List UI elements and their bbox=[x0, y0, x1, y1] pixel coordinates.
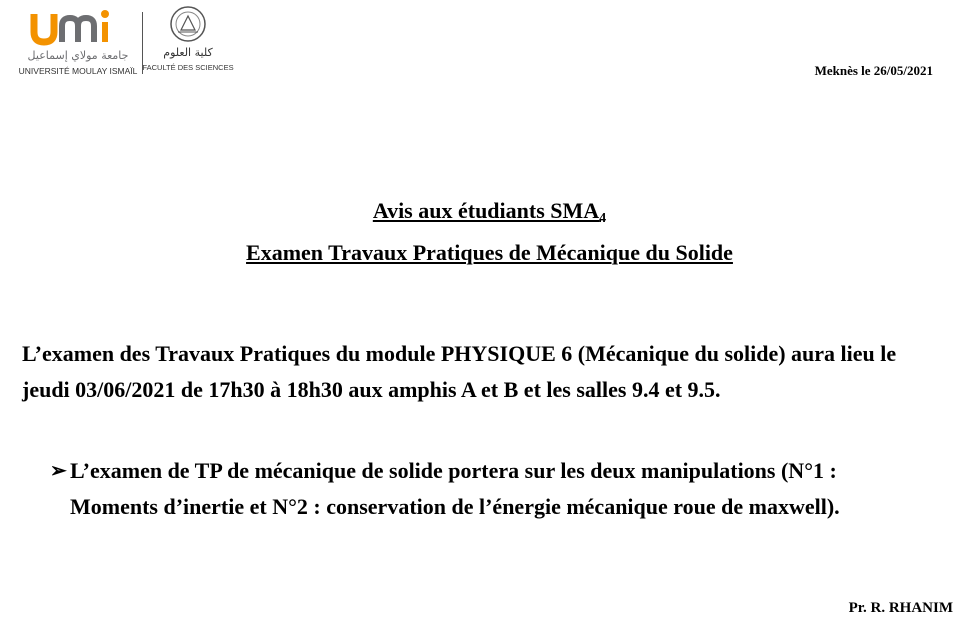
date-line: Meknès le 26/05/2021 bbox=[814, 63, 933, 78]
arrow-bullet-icon: ➢ bbox=[50, 460, 67, 482]
exam-title: Examen Travaux Pratiques de Mécanique du Solide bbox=[246, 240, 733, 265]
bullet-item bbox=[50, 453, 930, 525]
faculty-seal-icon bbox=[171, 7, 205, 41]
umi-logo bbox=[20, 8, 138, 80]
umi-logo-mark bbox=[34, 10, 109, 42]
bullet-text: L’examen de TP de mécanique de solide portera sur les deux manipulations (N°1 : Moments d’inertie et N°2 : conservation de l’énergie mécanique roue de maxwell). bbox=[70, 458, 840, 519]
signature: Pr. R. RHANIM bbox=[848, 600, 953, 616]
notice-title-text: Avis aux étudiants SMA bbox=[372, 198, 600, 223]
umi-latin-name: UNIVERSITÉ MOULAY ISMAÏL bbox=[18, 66, 138, 76]
faculty-seal-logo bbox=[142, 4, 234, 78]
umi-arabic-name: جامعة مولاي إسماعيل bbox=[27, 49, 129, 62]
exam-announcement-paragraph: L’examen des Travaux Pratiques du module PHYSIQUE 6 (Mécanique du solide) aura lieu le jeudi 03/06/2021 de 17h30 à 18h30 aux amphis A et B et les salles 9.4 et 9.5. bbox=[22, 341, 897, 402]
faculty-latin-name: FACULTÉ DES SCIENCES bbox=[142, 63, 234, 72]
notice-title bbox=[0, 198, 979, 227]
faculty-arabic-name: كلية العلوم bbox=[163, 46, 213, 59]
notice-title-subscript: 4 bbox=[599, 211, 607, 226]
